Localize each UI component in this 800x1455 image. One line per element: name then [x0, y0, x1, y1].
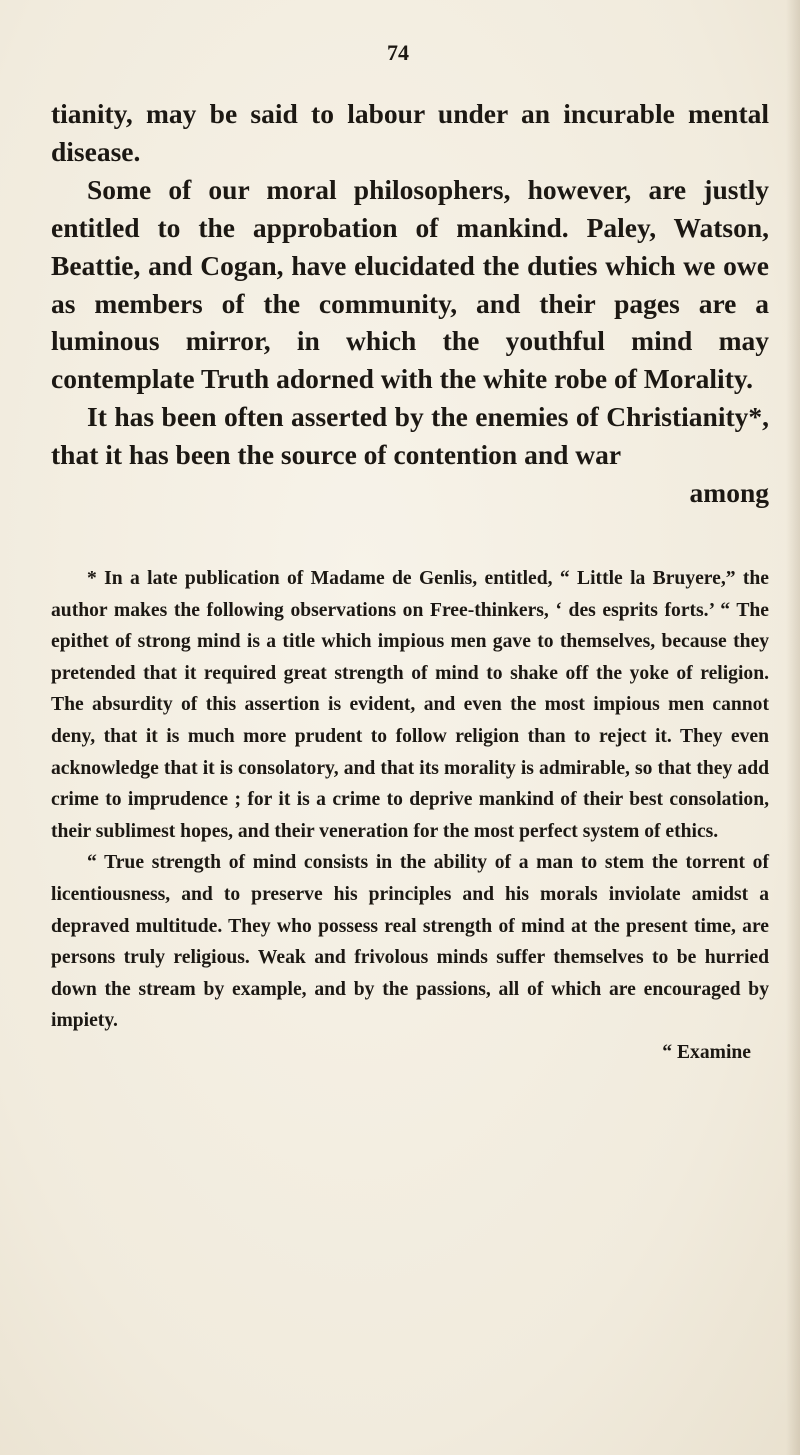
paragraph-continuation: tianity, may be said to labour under an incurable mental disease.: [51, 98, 769, 167]
footnote: [51, 563, 769, 1069]
footnote-catchword: “ Examine: [662, 1041, 751, 1063]
main-text: [51, 95, 769, 512]
page-edge-shadow: [786, 0, 800, 1455]
catchword: among: [689, 477, 769, 509]
footnote-paragraph-genlis: * In a late publication of Madame de Genlis, entitled, “ Little la Bruyere,” the author makes the following observations on Free-thinkers, ‘ des esprits forts.’ “ The epithet of strong mind is a title which impious men gave to themselves, because they pretended that it required great strength of mind to shake off the yoke of religion. The absurdity of this assertion is evident, and even the most impious men cannot deny, that it is much more prudent to follow religion than to reject it. They even acknowledge that it is consolatory, and that its morality is admirable, so that they add crime to imprudence ; for it is a crime to deprive mankind of their best consolation, their sublimest hopes, and their veneration for the most perfect system of ethics.: [51, 568, 769, 842]
paragraph-moral-philosophers: Some of our moral philosophers, however, are justly entitled to the approbation of mankind. Paley, Watson, Beattie, and Cogan, have elucidated the duties which we owe as members of the community, and their pages are a luminous mirror, in which the youthful mind may contemplate Truth adorned with the white robe of Morality.: [51, 173, 769, 395]
footnote-paragraph-true-strength: “ True strength of mind consists in the ability of a man to stem the torrent of licentiousness, and to preserve his principles and his morals inviolate amidst a depraved multitude. They who possess real strength of mind at the present time, are persons truly religious. Weak and frivolous minds suffer themselves to be hurried down the stream by example, and by the passions, all of which are encouraged by impiety.: [51, 852, 769, 1032]
paragraph-enemies-of-christianity: It has been often asserted by the enemies of Christianity*, that it has been the source of contention and war: [51, 401, 769, 471]
page-number: 74: [387, 40, 409, 65]
